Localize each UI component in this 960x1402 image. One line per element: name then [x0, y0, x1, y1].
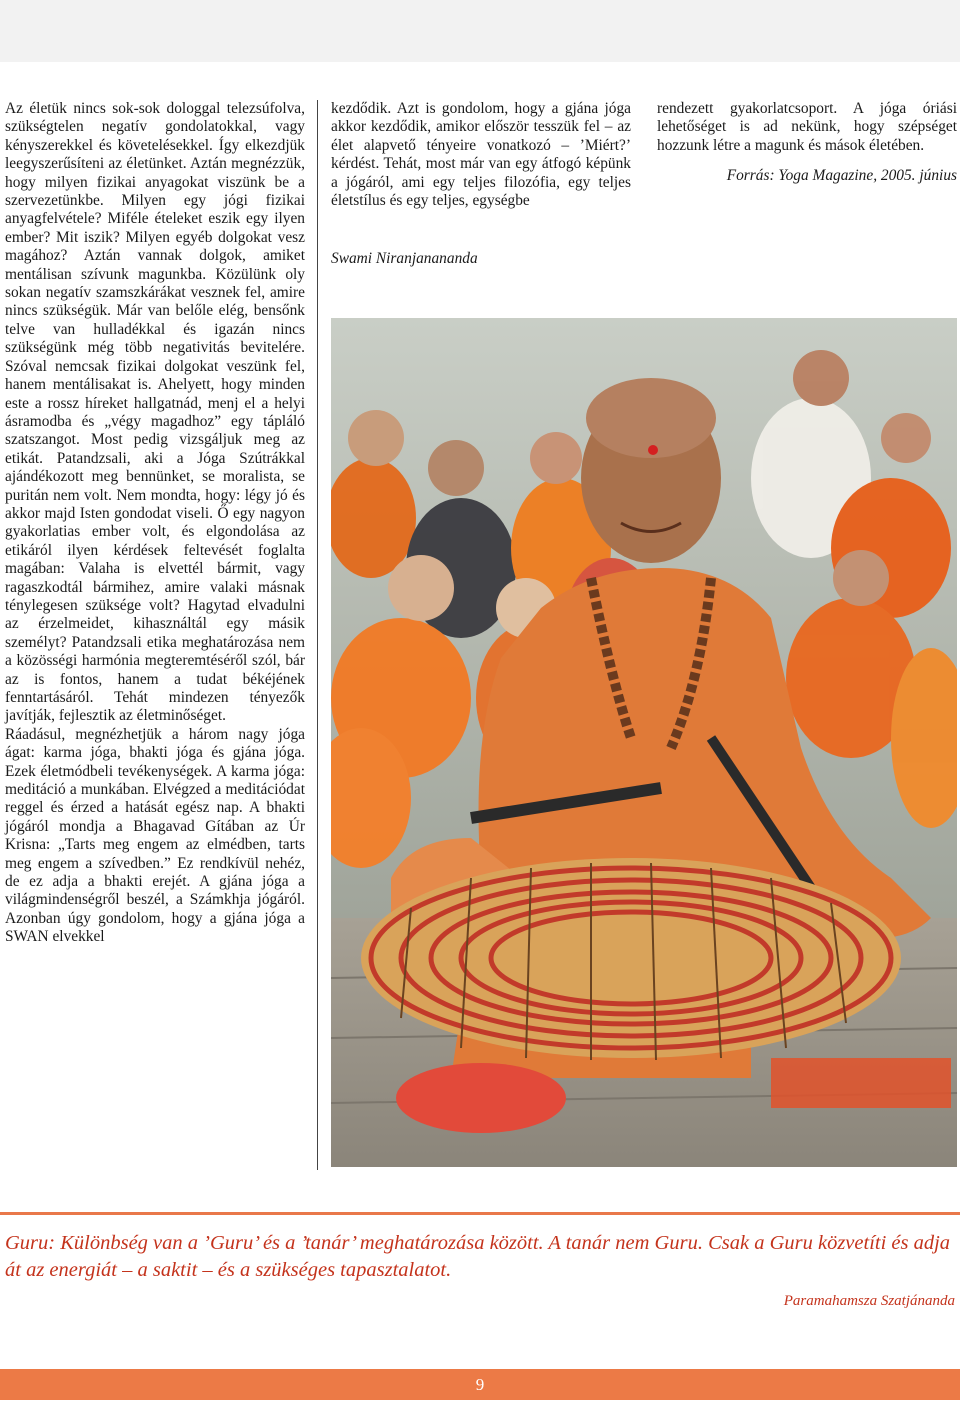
column-divider [317, 100, 318, 1170]
guru-quote: Guru: Különbség van a ’Guru’ és a ’tanár’ meghatározása között. A tanár nem Guru. Csak a Guru közvetíti és adja át az energiát – a saktit – és a szükséges tapasztalatot. [5, 1232, 951, 1281]
page-number: 9 [475, 1375, 485, 1394]
column1-paragraph-2: Ráadásul, megnézhetjük a három nagy jóga ágat: karma jóga, bhakti jóga és gjána jóga. Ezek életmódbeli tevékenységek. A karma jóga: meditáció a munkában. Elvégzed a meditációdat reggel és érzed a hatását egész nap. A bhakti jógáról mondja a Bhagavad Gítában az Úr Krisna: „Tarts meg engem az elmédben, tarts meg engem a szívedben.” Ez rendkívül nehéz, de ez adja a bhakti erejét. A gjána jóga a világmindenségről beszél, a Számkhja jógáról. Azonban úgy gondolom, hogy a gjána jóga a SWAN elvekkel [5, 725, 305, 946]
source-citation: Forrás: Yoga Magazine, 2005. június [726, 167, 957, 185]
author-signature: Swami Niranjanananda [331, 250, 478, 268]
column2-paragraph: kezdődik. Azt is gondolom, hogy a gjána jóga akkor kezdődik, amikor először tesszük fel – az élet alapvető tényeire vonatkozó – ’Miért?’ kérdést. Tehát, most már van egy átfogó képünk a jógáról, ami egy teljes filozófia, egy teljes életstílus és egy teljes, egységbe [331, 100, 631, 210]
quote-author: Paramahamsza Szatjánanda [783, 1293, 955, 1309]
column1-paragraph-1: Az életük nincs sok-sok dologgal telezsúfolva, szükségtelen negatív gondolatokkal, vagy kényszerekkel és követelésekkel. Így elkezdjük leegyszerűsíteni az életünket. Aztán megnézzük, hogy milyen fizikai anyagokat viszünk be a szervezetünkbe. Milyen egy jógi fizikai anyagfelvétele? Miféle ételeket eszik egy ilyen ember? Mit iszik? Milyen egyéb dolgokat vesz magához? Aztán vannak dolgok, amiket mentálisan szívunk magunkba. Közülünk oly sokan negatív szamszkárákat vesznek fel, amire nincs szükségük. Már van belőle elég, bensőnk telve van hulladékkal és igazán nincs szükségünk még több negativitás bevitelére. Szóval nemcsak fizikai dolgokat veszünk fel, hanem mentálisakat is. Ahelyett, hogy minden este a rossz híreket hallgatnád, menj el a helyi ásramodba és „végy magadhoz” egy tápláló szatszangot. Most pedig vizsgáljuk meg az etikát. Patandzsali, aki a Jóga Szútrákkal ajándékozott meg bennünket, se moralista, se puritán nem volt. Nem mondta, hogy: légy jó és akkor majd Isten gondodat viseli. Ő egy nagyon gyakorlatias ember volt, és elgondolása az etikáról ilyen kérdések feltevését foglalta magában: Valaha is elvettél bármit, vagy ragaszkodtál bármihez, amire valaki másnak ténylegesen szüksége volt? Hagytad elvadulni az érzelmeidet, kihasználtál egy másik személyt? Patandzsali etika meghatározása nem a közösségi harmónia megteremtéséről szól, bár az is fontos, hanem a tudat békéjének fenntartásáról. Tehát mindezen tényezők javítják, fejlesztik az életminőséget. [5, 100, 305, 725]
article-column-2 [331, 100, 631, 269]
swami-with-drum-photo [331, 318, 957, 1167]
column3-paragraph: rendezett gyakorlatcsoport. A jóga óriási lehetőséget is ad nekünk, hogy szépséget hozzunk létre a magunk és mások életében. [657, 100, 957, 154]
quote-divider [0, 1212, 960, 1215]
page-footer [0, 1369, 960, 1400]
header-band [0, 0, 960, 62]
article-column-1 [5, 100, 305, 947]
article-column-3 [657, 100, 957, 186]
